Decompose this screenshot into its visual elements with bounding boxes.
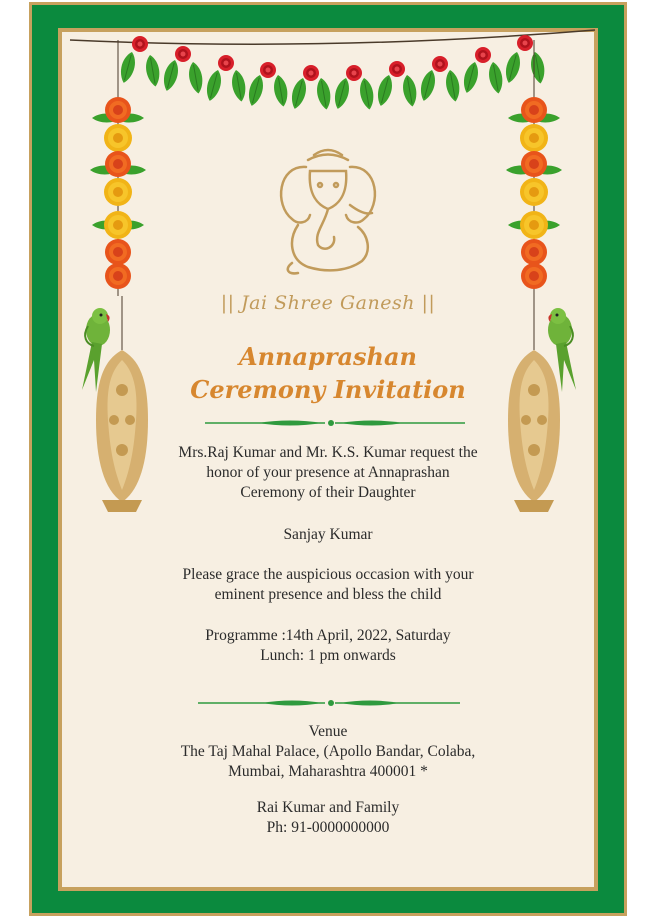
child-name: Sanjay Kumar [283,526,373,543]
invite-line-1: Mrs.Raj Kumar and Mr. K.S. Kumar request the [178,444,478,461]
request-line-2: eminent presence and bless the child [214,586,442,603]
venue-label: Venue [308,723,348,740]
blessing-text: || Jai Shree Ganesh || [220,292,436,314]
invite-line-3: Ceremony of their Daughter [240,484,416,501]
venue-address-line-2: Mumbai, Maharashtra 400001 * [228,763,428,780]
invite-paragraph [0,443,656,503]
venue-block [0,722,656,782]
divider-ornament-top [205,420,465,426]
programme-lunch: Lunch: 1 pm onwards [260,647,396,664]
host-phone: Ph: 91-0000000000 [266,819,390,836]
marigold-string-right [506,97,562,289]
request-paragraph [0,565,656,605]
toran-string [70,30,595,44]
programme-details [0,626,656,666]
marigold-string-left [90,97,146,289]
title-line-2: Ceremony Invitation [190,375,466,404]
title-line-1: Annaprashan [238,342,417,371]
host-block [0,798,656,838]
invite-line-2: honor of your presence at Annaprashan [206,464,450,481]
ganesh-icon [281,150,375,273]
venue-address-line-1: The Taj Mahal Palace, (Apollo Bandar, Colaba, [180,743,476,760]
toran-garland [118,35,547,111]
host-name: Rai Kumar and Family [256,799,400,816]
page-title [0,340,656,406]
request-line-1: Please grace the auspicious occasion with your [182,566,474,583]
divider-ornament-bottom [198,700,460,706]
programme-date: Programme :14th April, 2022, Saturday [205,627,451,644]
